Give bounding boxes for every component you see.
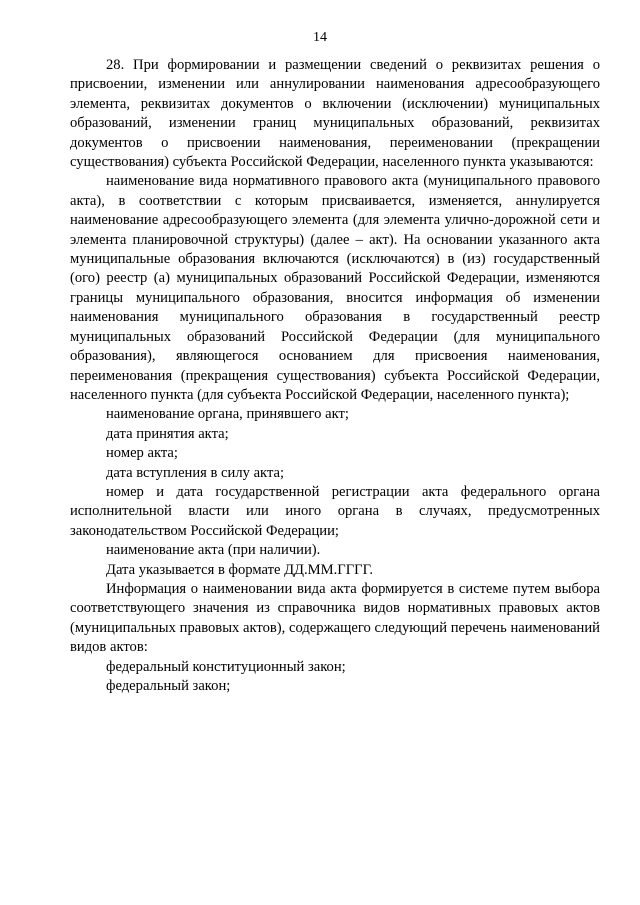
paragraph-act-type-info: Информация о наименовании вида акта формируется в системе путем выбора соответствующего значения из справочника видов нормативных правовых актов (муниципальных правовых актов), содержащего следующий перечень наименований видов актов: — [70, 580, 600, 656]
paragraph-section-28: 28. При формировании и размещении сведений о реквизитах решения о присвоении, изменении или аннулировании наименования адресообразующего элемента, реквизитах документов о включении (исключении) муниципальных образований, изменении границ муниципальных образований, реквизитах документов о присвоении наименования, переименовании (прекращении существования) субъекта Российской Федерации, населенного пункта указываются: — [70, 57, 600, 171]
paragraph-date-format: Дата указывается в формате ДД.ММ.ГГГГ. — [106, 561, 374, 578]
paragraph-act-type: наименование вида нормативного правового акта (муниципального правового акта), в соответствии с которым присваивается, изменяется, аннулируется наименование адресообразующего элемента (для элемента улично-дорожной сети и элемента планировочной структуры) (далее – акт). На основании указанного акта муниципальные образования включаются (исключаются) в (из) государственный (ого) реестр (а) муниципальных образований Российской Федерации, изменяются границы муниципального образования, вносится информация об изменении наименования муниципального образования в государственный реестр муниципальных образований Российской Федерации (для муниципального образования), являющегося основанием для присвоения наименования, переименования (прекращения существования) субъекта Российской Федерации, населенного пункта (для субъекта Российской Федерации, населенного пункта); — [70, 173, 600, 403]
paragraph-registration: номер и дата государственной регистрации акта федерального органа исполнительной власти или иного органа в случаях, предусмотренных законодательством Российской Федерации; — [70, 483, 600, 539]
list-item-act-title: наименование акта (при наличии). — [106, 542, 321, 559]
page-number: 14 — [313, 30, 327, 45]
document-body — [70, 56, 600, 696]
list-item-issuing-body: наименование органа, принявшего акт; — [106, 406, 349, 423]
list-item-act-number: номер акта; — [106, 445, 178, 462]
list-item-federal-constitutional-law: федеральный конституционный закон; — [106, 658, 346, 675]
list-item-federal-law: федеральный закон; — [106, 678, 231, 694]
list-item-adoption-date: дата принятия акта; — [106, 425, 229, 442]
list-item-effective-date: дата вступления в силу акта; — [106, 464, 285, 481]
